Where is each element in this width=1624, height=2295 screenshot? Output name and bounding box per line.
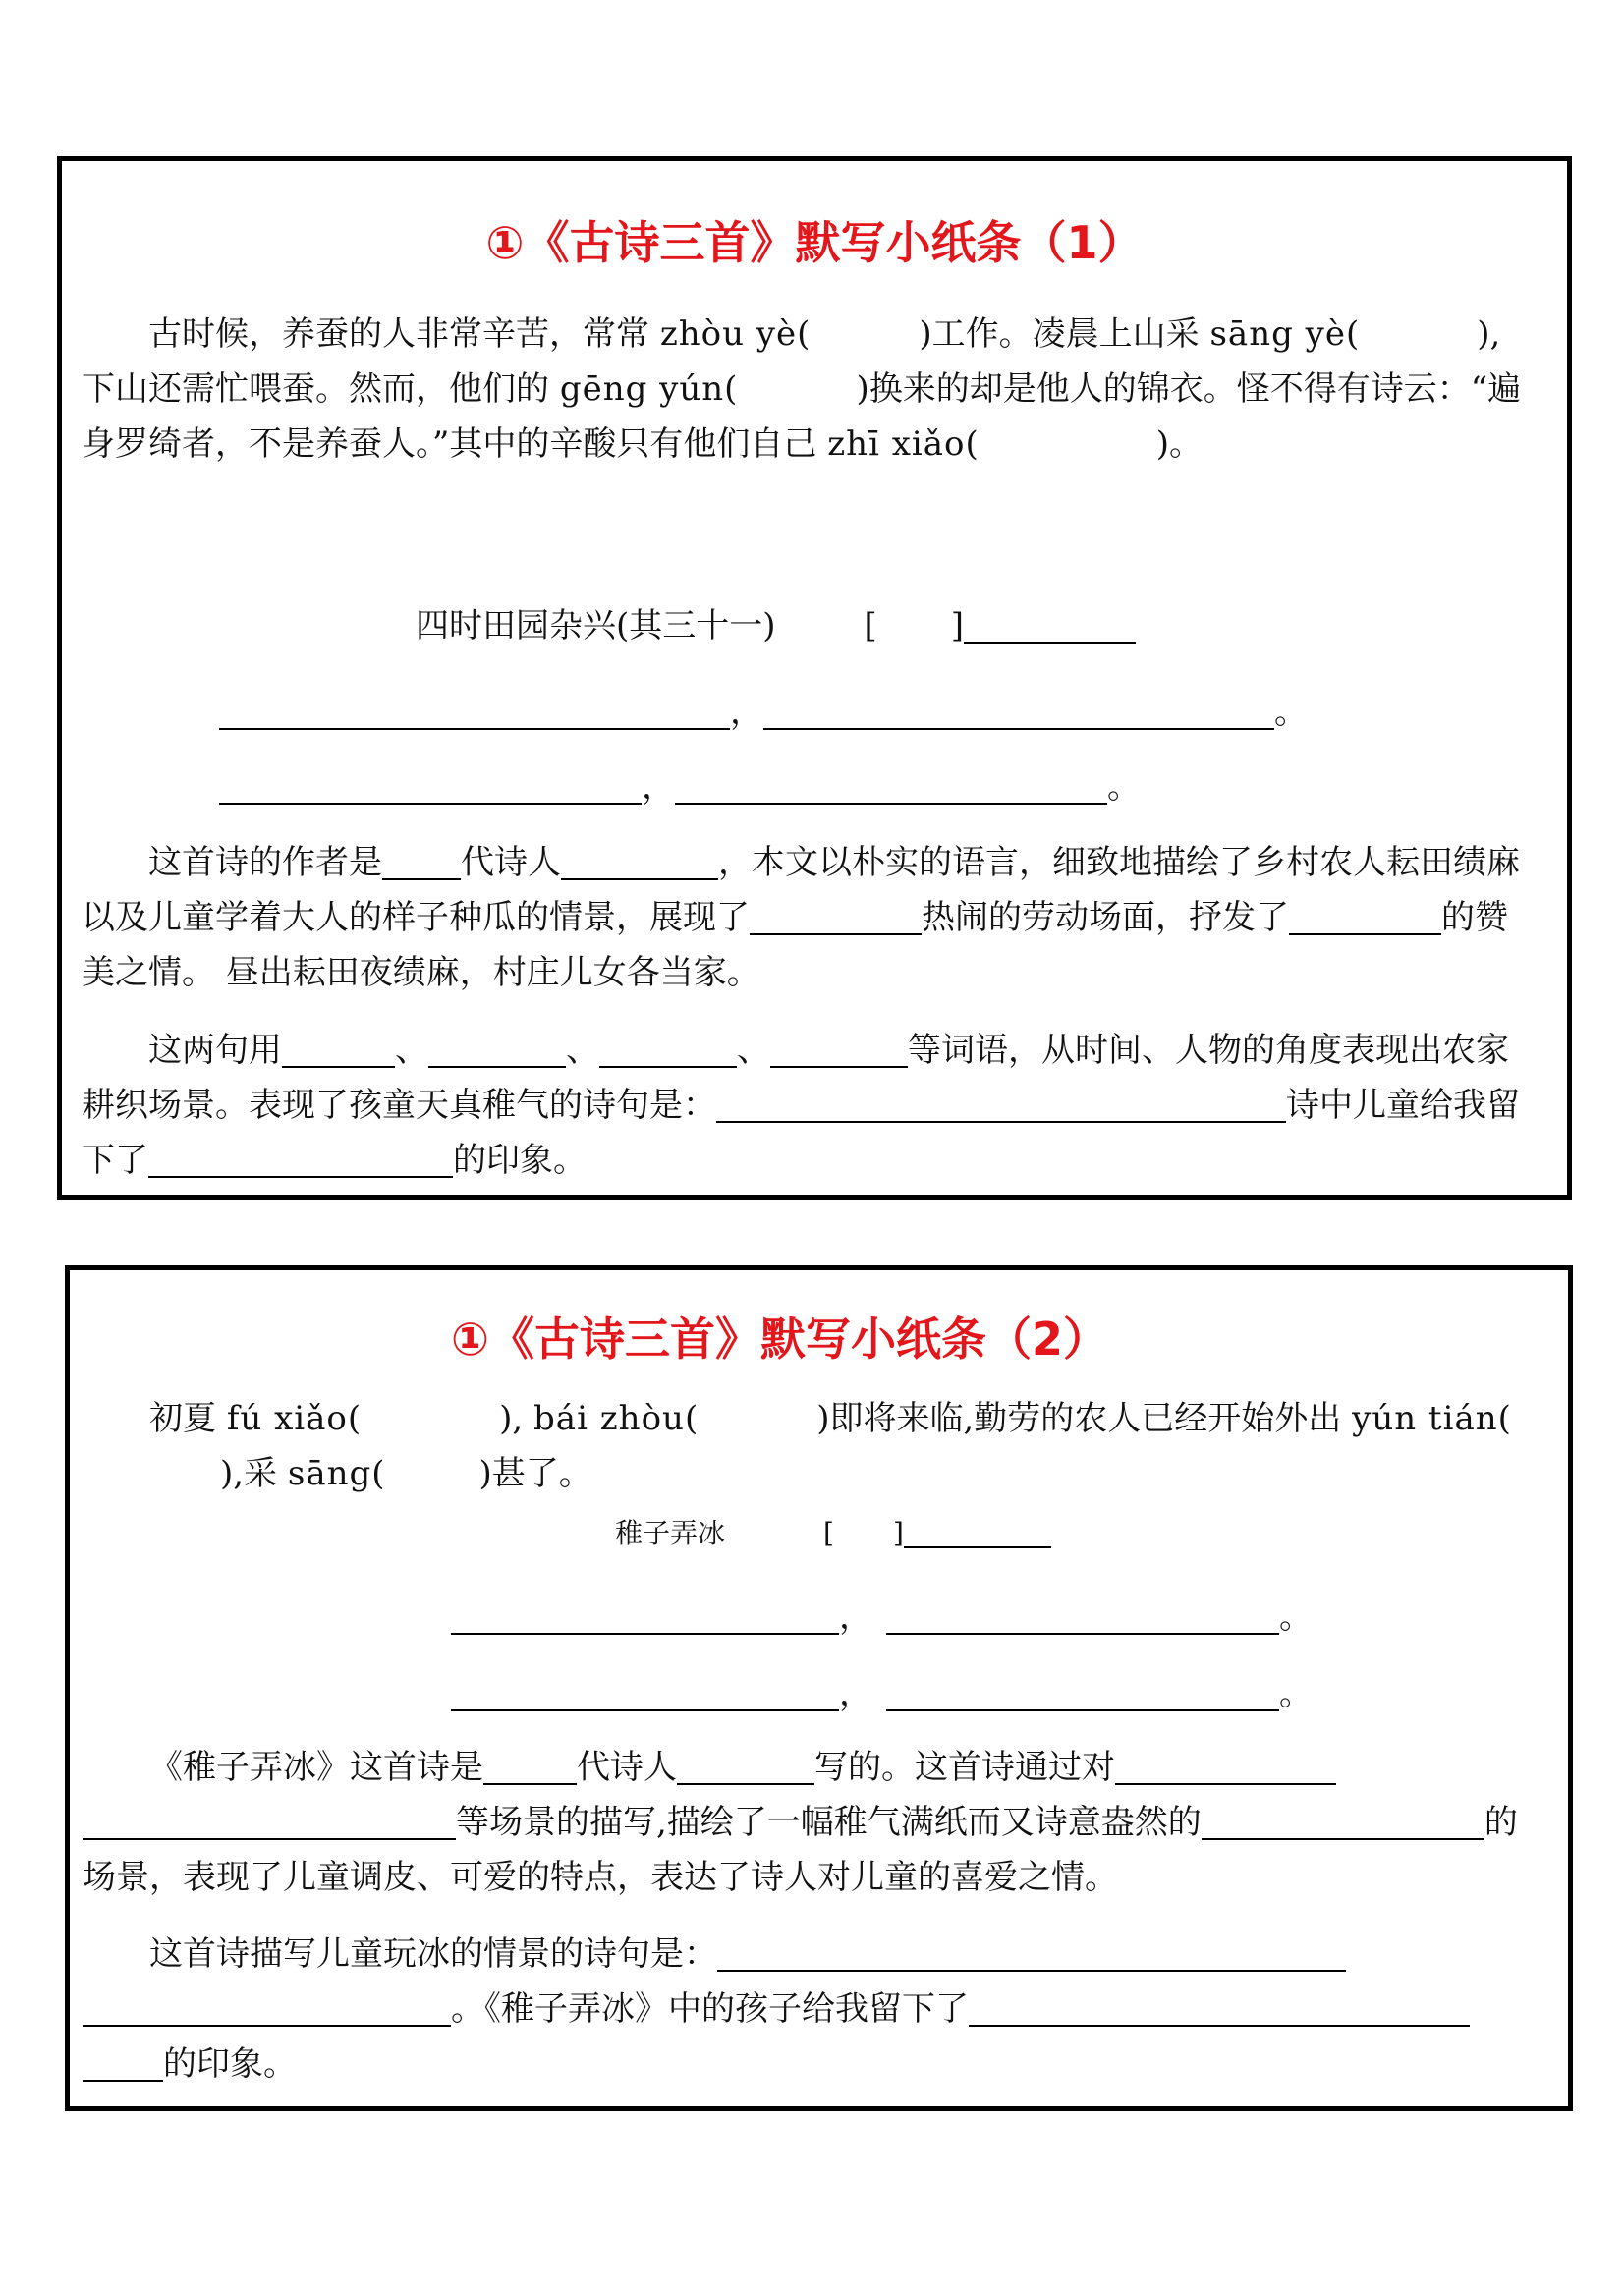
card1-question-paragraph: 这两句用 、 、 、 等词语，从时间、人物的角度表现出农家耕织场景。表现了孩童天真稚气的诗句是： 诗中儿童给我留下了 的印象。 bbox=[82, 1031, 1520, 1180]
pinyin-bai-zhou: bái zhòu( bbox=[533, 1399, 700, 1438]
poem-blank[interactable] bbox=[886, 1674, 1279, 1711]
answer-blank[interactable] bbox=[750, 898, 922, 935]
word-blank[interactable] bbox=[770, 1031, 908, 1068]
impression-blank[interactable] bbox=[148, 1141, 453, 1178]
poem-blank[interactable] bbox=[219, 693, 730, 730]
pinyin-geng-yun: gēng yún( bbox=[559, 369, 739, 409]
pinyin-sang-ye: sāng yè bbox=[1209, 314, 1347, 354]
card1-poem-line-1: ， 。 bbox=[219, 688, 1308, 737]
dictation-card-1 bbox=[57, 156, 1572, 1200]
verse-blank[interactable] bbox=[717, 1934, 1346, 1972]
dynasty-blank[interactable] bbox=[382, 843, 461, 880]
verse-blank-cont[interactable] bbox=[1253, 1086, 1286, 1123]
impression-blank-cont[interactable] bbox=[83, 2044, 163, 2082]
word-blank[interactable] bbox=[428, 1031, 566, 1068]
card1-poem-heading: 四时田园杂兴(其三十一) [ ] bbox=[416, 601, 1136, 650]
poem-blank[interactable] bbox=[451, 1674, 839, 1711]
author-blank[interactable] bbox=[904, 1517, 1051, 1547]
pinyin-sang: sāng( bbox=[287, 1454, 386, 1493]
card2-poem-line-1: ， 。 bbox=[451, 1593, 1313, 1642]
card2-analysis-paragraph: 《稚子弄冰》这首诗是 代诗人 写的。这首诗通过对等场景的描写,描绘了一幅稚气满纸而又诗意盎然的 的场景，表现了儿童调皮、可爱的特点，表达了诗人对儿童的喜爱之情。 bbox=[83, 1748, 1518, 1897]
card2-title: ①《古诗三首》默写小纸条（2） bbox=[451, 1313, 1108, 1366]
card2-intro-paragraph: 初夏 fú xiǎo( ), bái zhòu( )即将来临,勤劳的农人已经开始外出 yún tián(),采 sāng( )甚了。 bbox=[149, 1399, 1512, 1493]
card2-poem-line-2: ， 。 bbox=[451, 1669, 1313, 1718]
scene-blank-cont[interactable] bbox=[83, 1803, 456, 1840]
impression-blank[interactable] bbox=[969, 1989, 1470, 2027]
dynasty-blank[interactable] bbox=[483, 1748, 577, 1785]
card1-intro-paragraph: 古时候，养蚕的人非常辛苦，常常 zhòu yè( )工作。凌晨上山采 sāng yè( ),下山还需忙喂蚕。然而，他们的 gēng yún( )换来的却是他人的锦衣。怪不得有诗云：“遍身罗绮者，不是养蚕人。”其中的辛酸只有他们自己 zhī xiǎo( )。 bbox=[82, 314, 1522, 464]
card2-poem-heading: 稚子弄冰 [ ] bbox=[615, 1512, 1051, 1555]
pinyin-zhi-xiao: zhī xiǎo( bbox=[827, 424, 980, 464]
scene-type-blank[interactable] bbox=[1202, 1803, 1369, 1840]
poem-blank[interactable] bbox=[451, 1597, 839, 1635]
scene-type-blank-cont[interactable] bbox=[1369, 1803, 1484, 1840]
card1-title: ①《古诗三首》默写小纸条（1） bbox=[485, 216, 1144, 269]
author-blank[interactable] bbox=[964, 606, 1136, 644]
verse-blank[interactable] bbox=[716, 1086, 1253, 1123]
card1-analysis-paragraph: 这首诗的作者是 代诗人 ，本文以朴实的语言，细致地描绘了乡村农人耘田绩麻以及儿童学着大人的样子种瓜的情景，展现了 热闹的劳动场面，抒发了 的赞美之情。 昼出耘田夜绩麻，村庄儿女各当家。 bbox=[82, 843, 1520, 992]
poet-blank[interactable] bbox=[561, 843, 718, 880]
word-blank[interactable] bbox=[599, 1031, 737, 1068]
pinyin-zhou-ye: zhòu yè( bbox=[659, 314, 812, 354]
poem-title: 四时田园杂兴(其三十一) bbox=[416, 606, 776, 645]
answer-blank[interactable] bbox=[1289, 898, 1441, 935]
verse-blank-cont[interactable] bbox=[83, 1989, 451, 2027]
poem-title: 稚子弄冰 bbox=[615, 1517, 726, 1549]
card1-poem-line-2: ， 。 bbox=[219, 762, 1141, 812]
dictation-card-2 bbox=[65, 1265, 1573, 2111]
poem-blank[interactable] bbox=[219, 767, 642, 805]
card2-question-paragraph: 这首诗描写儿童玩冰的情景的诗句是：。《稚子弄冰》中的孩子给我留下了的印象。 bbox=[83, 1927, 1529, 2092]
pinyin-fu-xiao: fú xiǎo( bbox=[226, 1399, 363, 1438]
word-blank[interactable] bbox=[282, 1031, 395, 1068]
poem-blank[interactable] bbox=[763, 693, 1274, 730]
scene-blank[interactable] bbox=[1115, 1748, 1336, 1785]
poem-blank[interactable] bbox=[886, 1597, 1279, 1635]
poet-blank[interactable] bbox=[677, 1748, 814, 1785]
pinyin-yun-tian: yún tián( bbox=[1352, 1399, 1512, 1438]
poem-blank[interactable] bbox=[675, 767, 1107, 805]
